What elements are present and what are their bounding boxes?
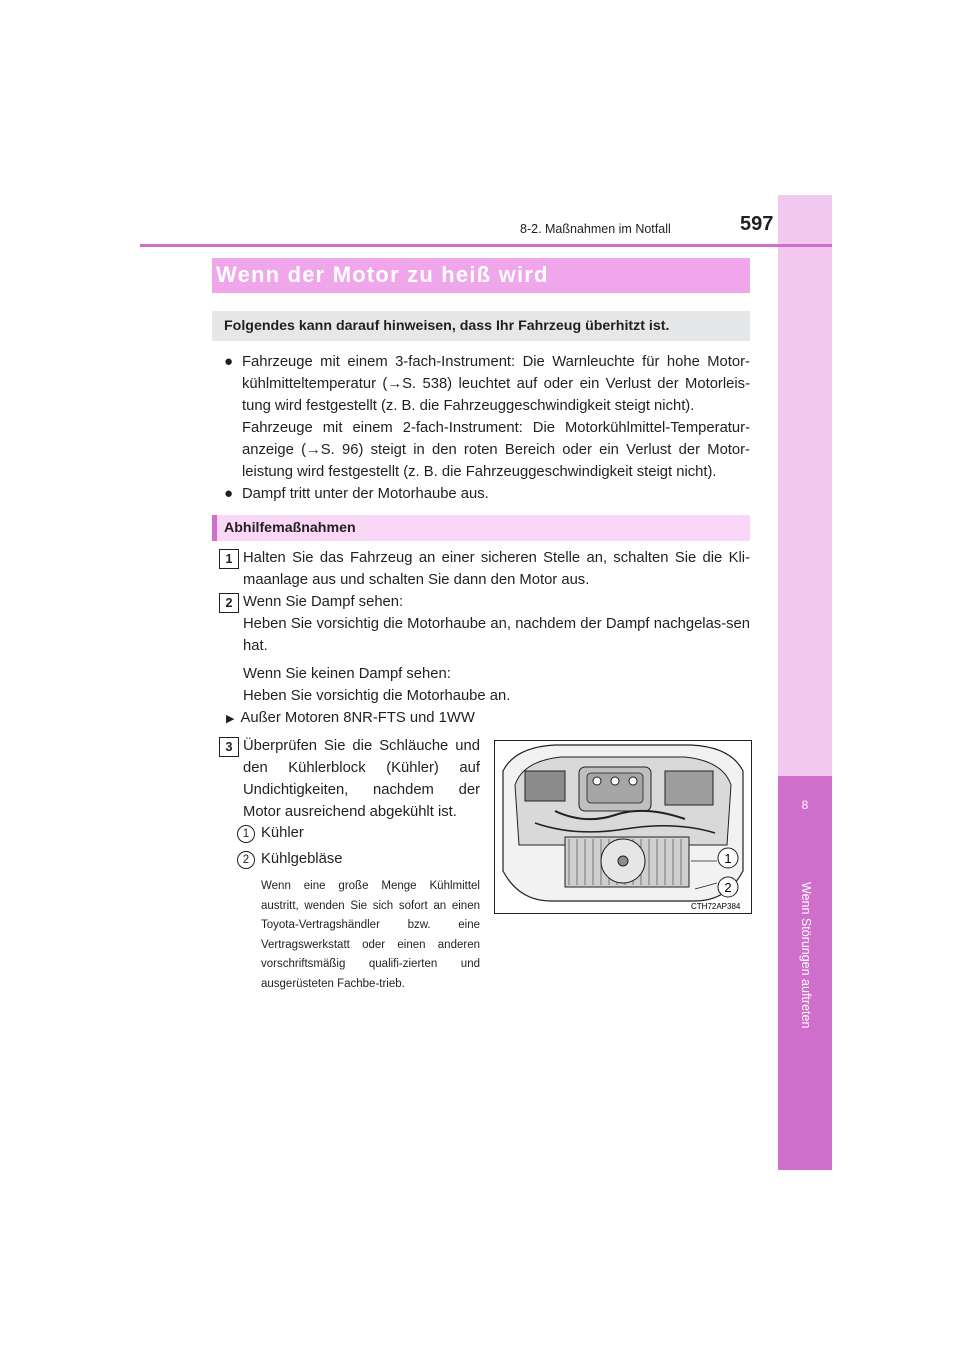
image-code: CTH72AP384 <box>691 902 741 911</box>
engine-condition <box>226 707 475 730</box>
step-2-text-d: Heben Sie vorsichtig die Motorhaube an. <box>243 688 511 704</box>
bullet-icon: ● <box>224 485 234 502</box>
chapter-number: 8 <box>801 798 809 812</box>
bullet-item <box>242 351 750 483</box>
subsection-title: Abhilfemaßnahmen <box>224 520 356 536</box>
chapter-title: Wenn Störungen auftreten <box>799 882 813 1029</box>
step-3-text: Überprüfen Sie die Schläuche und den Kühlerblock (Kühler) auf Undichtigkeiten, nachdem der Motor ausreichend abgekühlt ist. <box>243 738 480 820</box>
engine-bay-drawing <box>495 741 751 913</box>
subsection-accent <box>212 515 217 541</box>
bullet-text-2fach: Fahrzeuge mit einem 2-fach-Instrument: Die Motorkühlmittel-Temperatur-anzeige (→S. 96) steigt in den roten Bereich oder ein Verlust der Motor-leistung wird festgestellt (z. B. die Fahrzeuggeschwindigkeit steigt nicht). <box>242 420 750 480</box>
step-number-3: 3 <box>219 737 239 757</box>
header-rule <box>140 244 832 247</box>
coolant-note: Wenn eine große Menge Kühlmittel austritt, wenden Sie sich sofort an einen Toyota-Vertragshändler bzw. eine Vertragswerkstatt oder einen anderen vorschriftsmäßig qualifi-zierten und ausgerüsteten Fachbe-trieb. <box>261 880 480 990</box>
triangle-arrow-icon: ▶ <box>226 713 235 725</box>
step-1-text: Halten Sie das Fahrzeug an einer sicheren Stelle an, schalten Sie die Kli-maanlage aus und schalten Sie dann den Motor aus. <box>243 550 750 588</box>
callout-label-2: 2 <box>724 880 732 895</box>
bullet-text-3fach: Fahrzeuge mit einem 3-fach-Instrument: Die Warnleuchte für hohe Motor-kühlmitteltemperatur (→S. 538) leuchtet auf oder ein Verlust der Motorleis-tung wird festgestellt (z. B. die Fahrzeuggeschwindigkeit steigt nicht). <box>242 354 750 414</box>
bullet-icon: ● <box>224 353 234 370</box>
callout-label-1: 1 <box>724 851 732 866</box>
section-reference: 8-2. Maßnahmen im Notfall <box>520 222 671 236</box>
step-2-text-a: Wenn Sie Dampf sehen: <box>243 594 404 610</box>
step-2-text-c: Wenn Sie keinen Dampf sehen: <box>243 666 451 682</box>
page-title: Wenn der Motor zu heiß wird <box>216 262 549 287</box>
legend-label-radiator: Kühler <box>261 825 304 841</box>
legend-number-2: 2 <box>237 851 255 869</box>
step-number-1: 1 <box>219 549 239 569</box>
step-number-2: 2 <box>219 593 239 613</box>
step-2-text-b: Heben Sie vorsichtig die Motorhaube an, nachdem der Dampf nachgelas-sen hat. <box>243 616 750 654</box>
page-number: 597 <box>740 213 774 235</box>
bullet-item: Dampf tritt unter der Motorhaube aus. <box>242 486 489 502</box>
legend-number-1: 1 <box>237 825 255 843</box>
info-text: Folgendes kann darauf hinweisen, dass Ihr Fahrzeug überhitzt ist. <box>224 318 670 334</box>
legend-label-fan: Kühlgebläse <box>261 851 343 867</box>
engine-bay-illustration <box>494 740 752 914</box>
engine-condition-text: Außer Motoren 8NR-FTS und 1WW <box>240 710 475 726</box>
